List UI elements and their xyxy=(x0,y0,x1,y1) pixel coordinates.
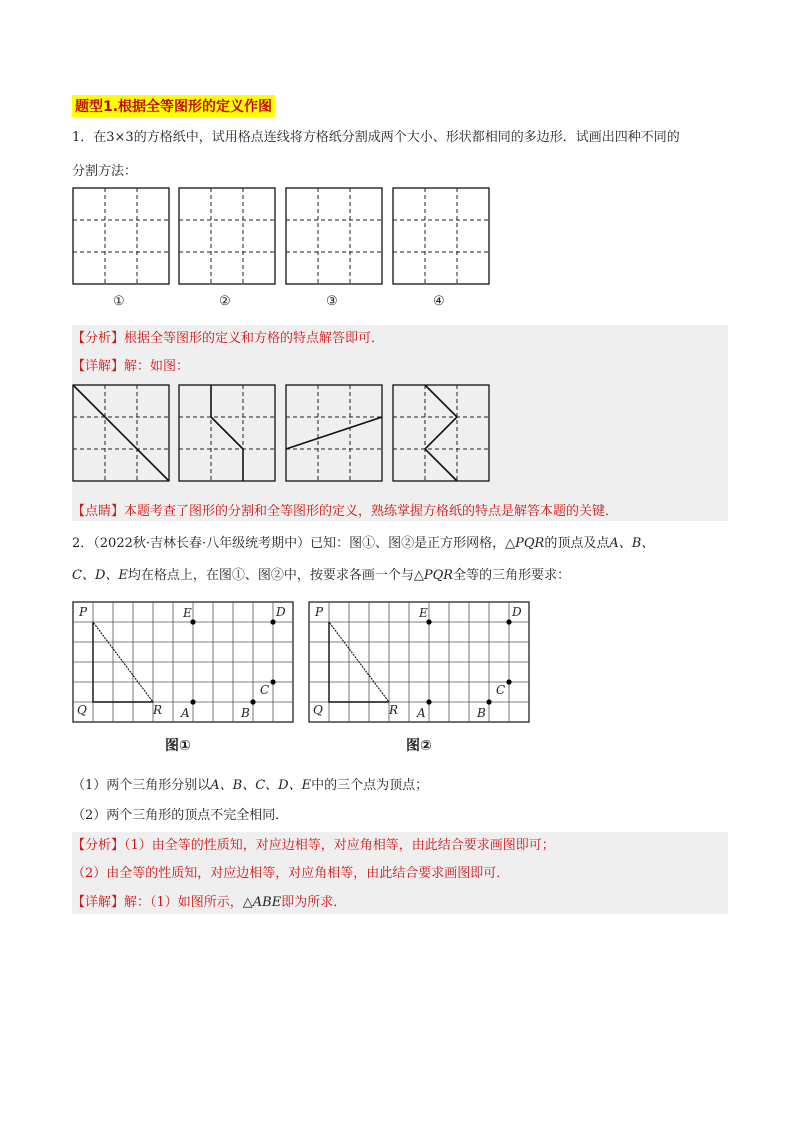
q1-comment-tag: 【点睛】 xyxy=(72,504,125,519)
grid-label-3: ③ xyxy=(326,294,338,309)
q2-req2: （2）两个三角形的顶点不完全相同． xyxy=(72,808,289,823)
grid-label-1: ① xyxy=(113,294,125,309)
label-p-1: P xyxy=(79,605,88,619)
q2-detail-tri: △ABE xyxy=(242,895,282,910)
q2-detail-tag: 【详解】 xyxy=(72,895,125,910)
label-q-1: Q xyxy=(77,703,87,717)
figure-1-caption: 图① xyxy=(165,738,191,754)
q1-detail-tag: 【详解】 xyxy=(72,359,125,374)
label-e-2: E xyxy=(419,606,428,620)
section-title: 题型1.根据全等图形的定义作图 xyxy=(72,95,275,117)
point-e-1 xyxy=(190,619,195,624)
label-r-1: R xyxy=(153,703,163,717)
q2-line1-pqr: PQR xyxy=(515,536,545,551)
label-e-1: E xyxy=(183,606,192,620)
q2-line2-pts: C、D、E xyxy=(72,568,128,583)
q2-detail xyxy=(72,893,346,913)
q2-analysis1 xyxy=(72,836,555,856)
label-d-1: D xyxy=(276,605,286,619)
q2-req1 xyxy=(72,776,428,796)
label-b-2: B xyxy=(477,706,486,720)
label-d-2: D xyxy=(512,605,522,619)
point-d-2 xyxy=(506,619,511,624)
figure-1-grid xyxy=(73,602,293,722)
q1-text-line1: 1．在3×3的方格纸中，试用格点连线将方格纸分割成两个大小、形状都相同的多边形．试画出四种不同的 xyxy=(72,130,680,145)
q1-detail-text: 解：如图： xyxy=(124,359,190,374)
q2-line2-pqr: PQR xyxy=(423,568,454,583)
label-q-2: Q xyxy=(313,703,323,717)
q1-analysis-tag: 【分析】 xyxy=(72,331,125,346)
label-p-2: P xyxy=(315,605,324,619)
q2-req1-a: （1）两个三角形分别以 xyxy=(72,778,211,793)
q1-text-line2: 分割方法： xyxy=(72,164,138,179)
point-a-1 xyxy=(190,699,195,704)
point-c-1 xyxy=(270,679,275,684)
label-b-1: B xyxy=(241,706,250,720)
q2-line1-pts: A、B、 xyxy=(609,536,655,551)
point-b-1 xyxy=(250,699,255,704)
label-a-1: A xyxy=(181,706,190,720)
q2-line1-a: 2．（2022秋·吉林长春·八年级统考期中）已知：图①、图②是正方形网格，△ xyxy=(72,536,516,551)
point-e-2 xyxy=(426,619,431,624)
point-b-2 xyxy=(486,699,491,704)
label-r-2: R xyxy=(389,703,399,717)
q2-analysis1-text: （1）由全等的性质知，对应边相等，对应角相等，由此结合要求画图即可； xyxy=(124,838,555,853)
label-a-2: A xyxy=(417,706,426,720)
q2-req1-pts: A、B、C、D、E xyxy=(210,778,312,793)
label-c-2: C xyxy=(496,683,506,697)
q2-line1-b: 的顶点及点 xyxy=(544,536,610,551)
q2-req1-b: 中的三个点为顶点； xyxy=(311,778,429,793)
label-c-1: C xyxy=(260,683,270,697)
q2-line2-b: 均在格点上，在图①、图②中，按要求各画一个与△ xyxy=(127,568,424,583)
point-a-2 xyxy=(426,699,431,704)
q1-comment-text: 本题考查了图形的分割和全等图形的定义，熟练掌握方格纸的特点是解答本题的关键． xyxy=(124,504,619,519)
grid-label-4: ④ xyxy=(433,294,445,309)
q2-analysis-tag: 【分析】 xyxy=(72,838,125,853)
q2-detail-b: 即为所求． xyxy=(281,895,347,910)
figure-2-grid xyxy=(309,602,529,722)
point-d-1 xyxy=(270,619,275,624)
point-c-2 xyxy=(506,679,511,684)
grid-label-2: ② xyxy=(219,294,231,309)
q2-line2-c: 全等的三角形要求： xyxy=(453,568,571,583)
q1-analysis-text: 根据全等图形的定义和方格的特点解答即可． xyxy=(124,331,385,346)
q2-detail-a: 解：（1）如图所示， xyxy=(124,895,243,910)
figure-2-caption: 图② xyxy=(406,738,432,754)
q2-analysis2: （2）由全等的性质知，对应边相等，对应角相等，由此结合要求画图即可． xyxy=(72,866,510,881)
